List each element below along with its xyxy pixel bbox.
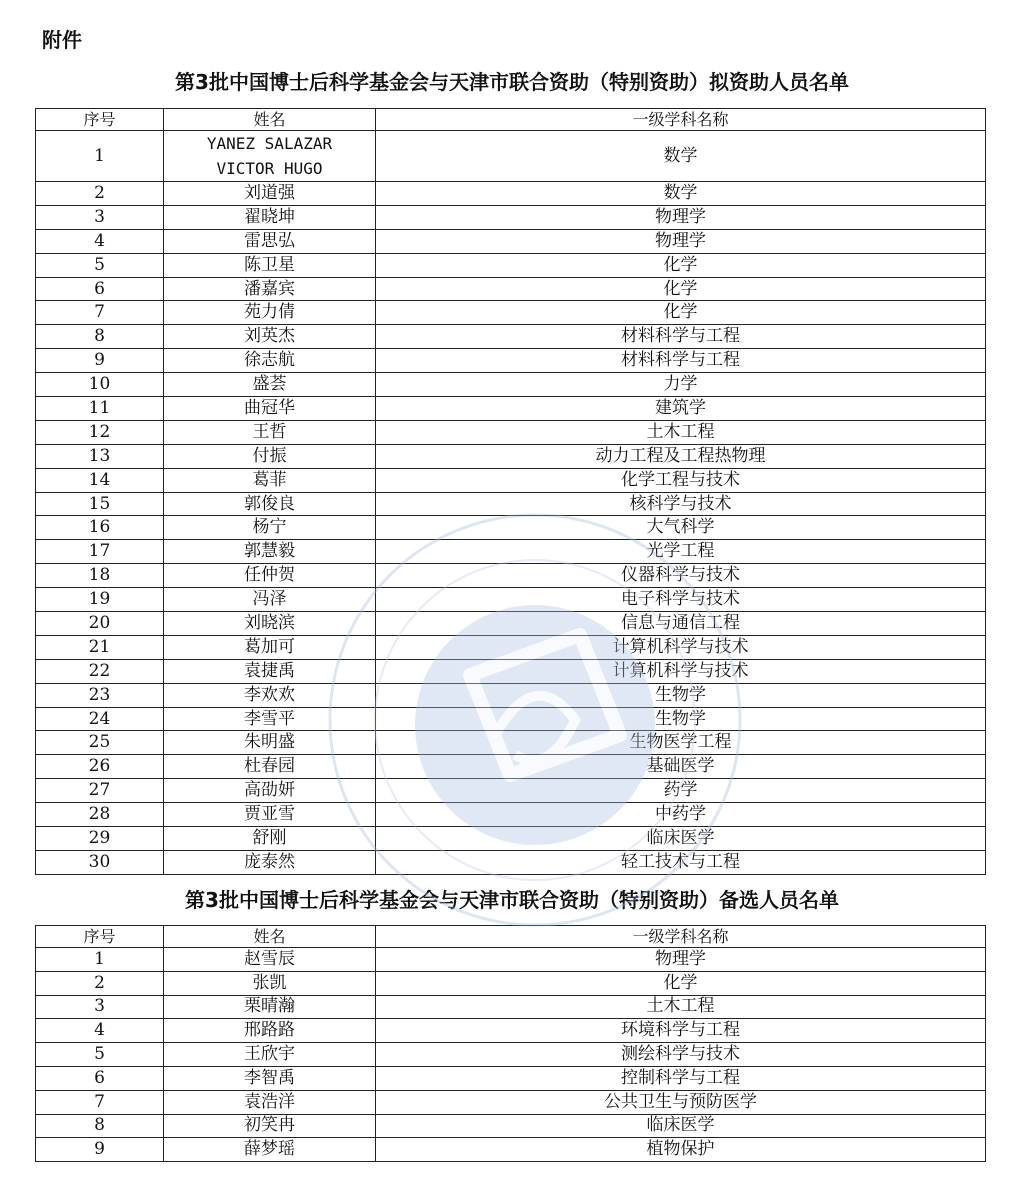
- cell-discipline: 光学工程: [376, 540, 986, 564]
- cell-num: 4: [36, 229, 164, 253]
- cell-num: 12: [36, 420, 164, 444]
- cell-num: 14: [36, 468, 164, 492]
- cell-discipline: 环境科学与工程: [376, 1019, 986, 1043]
- cell-num: 19: [36, 588, 164, 612]
- cell-num: 3: [36, 995, 164, 1019]
- header-name: 姓名: [164, 109, 376, 131]
- cell-num: 6: [36, 277, 164, 301]
- table-row: [36, 1114, 986, 1138]
- table-row: [36, 182, 986, 206]
- cell-discipline: 土木工程: [376, 420, 986, 444]
- header-discipline: 一级学科名称: [376, 109, 986, 131]
- cell-discipline: 动力工程及工程热物理: [376, 444, 986, 468]
- table-row: [36, 971, 986, 995]
- cell-num: 6: [36, 1066, 164, 1090]
- cell-num: 25: [36, 731, 164, 755]
- table-row: [36, 1043, 986, 1067]
- main-list-title: 第3批中国博士后科学基金会与天津市联合资助（特别资助）拟资助人员名单: [175, 70, 849, 94]
- name-line-1: YANEZ SALAZAR: [206, 134, 333, 153]
- cell-num: 26: [36, 755, 164, 779]
- table-row: [36, 612, 986, 636]
- table-row: [36, 205, 986, 229]
- backup-list-table: [35, 925, 986, 1162]
- cell-discipline: 物理学: [376, 948, 986, 972]
- table-row: [36, 1019, 986, 1043]
- table-row: [36, 540, 986, 564]
- table-row: [36, 827, 986, 851]
- cell-discipline: 药学: [376, 779, 986, 803]
- cell-name: 贾亚雪: [164, 803, 376, 827]
- cell-discipline: 信息与通信工程: [376, 612, 986, 636]
- cell-name: [164, 131, 376, 182]
- cell-num: 10: [36, 373, 164, 397]
- cell-name: 袁捷禹: [164, 659, 376, 683]
- cell-name: 初笑冉: [164, 1114, 376, 1138]
- cell-discipline: 中药学: [376, 803, 986, 827]
- cell-num: 3: [36, 205, 164, 229]
- name-line-2: VICTOR HUGO: [216, 159, 323, 178]
- table-row: [36, 564, 986, 588]
- table-row: [36, 349, 986, 373]
- cell-num: 11: [36, 397, 164, 421]
- cell-discipline: 植物保护: [376, 1138, 986, 1162]
- cell-discipline: 生物医学工程: [376, 731, 986, 755]
- cell-discipline: 轻工技术与工程: [376, 850, 986, 874]
- table-row: [36, 131, 986, 182]
- header-num: 序号: [36, 109, 164, 131]
- cell-name: 徐志航: [164, 349, 376, 373]
- cell-discipline: 数学: [376, 182, 986, 206]
- table-row: [36, 948, 986, 972]
- header-discipline: 一级学科名称: [376, 926, 986, 948]
- cell-num: 1: [36, 131, 164, 182]
- table-row: [36, 683, 986, 707]
- cell-num: 21: [36, 635, 164, 659]
- cell-num: 24: [36, 707, 164, 731]
- cell-name: 刘英杰: [164, 325, 376, 349]
- table-row: [36, 229, 986, 253]
- cell-name: 张凯: [164, 971, 376, 995]
- table-row: [36, 850, 986, 874]
- cell-name: 王哲: [164, 420, 376, 444]
- cell-name: 李智禹: [164, 1066, 376, 1090]
- cell-num: 17: [36, 540, 164, 564]
- cell-num: 23: [36, 683, 164, 707]
- cell-discipline: 仪器科学与技术: [376, 564, 986, 588]
- cell-num: 8: [36, 325, 164, 349]
- cell-discipline: 数学: [376, 131, 986, 182]
- cell-name: 冯泽: [164, 588, 376, 612]
- cell-name: 李欢欢: [164, 683, 376, 707]
- cell-name: 潘嘉宾: [164, 277, 376, 301]
- table-row: [36, 803, 986, 827]
- cell-num: 27: [36, 779, 164, 803]
- cell-name: 王欣宇: [164, 1043, 376, 1067]
- cell-discipline: 计算机科学与技术: [376, 659, 986, 683]
- cell-discipline: 电子科学与技术: [376, 588, 986, 612]
- cell-num: 5: [36, 253, 164, 277]
- cell-name: 葛菲: [164, 468, 376, 492]
- cell-discipline: 化学: [376, 301, 986, 325]
- cell-discipline: 控制科学与工程: [376, 1066, 986, 1090]
- cell-name: 刘道强: [164, 182, 376, 206]
- table-row: [36, 420, 986, 444]
- cell-num: 5: [36, 1043, 164, 1067]
- cell-name: 薛梦瑶: [164, 1138, 376, 1162]
- cell-num: 16: [36, 516, 164, 540]
- table-row: [36, 325, 986, 349]
- cell-num: 30: [36, 850, 164, 874]
- cell-discipline: 核科学与技术: [376, 492, 986, 516]
- cell-discipline: 临床医学: [376, 827, 986, 851]
- cell-name: 袁浩洋: [164, 1090, 376, 1114]
- cell-name: 任仲贺: [164, 564, 376, 588]
- table-row: [36, 397, 986, 421]
- cell-num: 28: [36, 803, 164, 827]
- cell-discipline: 建筑学: [376, 397, 986, 421]
- cell-discipline: 临床医学: [376, 1114, 986, 1138]
- cell-discipline: 基础医学: [376, 755, 986, 779]
- cell-name: 舒刚: [164, 827, 376, 851]
- cell-discipline: 土木工程: [376, 995, 986, 1019]
- cell-num: 9: [36, 1138, 164, 1162]
- table-row: [36, 755, 986, 779]
- cell-name: 陈卫星: [164, 253, 376, 277]
- header-num: 序号: [36, 926, 164, 948]
- table-row: [36, 1138, 986, 1162]
- cell-num: 9: [36, 349, 164, 373]
- cell-name: 曲冠华: [164, 397, 376, 421]
- cell-discipline: 力学: [376, 373, 986, 397]
- table-row: [36, 253, 986, 277]
- cell-name: 李雪平: [164, 707, 376, 731]
- cell-discipline: 材料科学与工程: [376, 325, 986, 349]
- cell-name: 杜春园: [164, 755, 376, 779]
- cell-num: 1: [36, 948, 164, 972]
- cell-name: 朱明盛: [164, 731, 376, 755]
- cell-discipline: 公共卫生与预防医学: [376, 1090, 986, 1114]
- cell-discipline: 物理学: [376, 229, 986, 253]
- cell-name: 盛荟: [164, 373, 376, 397]
- cell-name: 庞泰然: [164, 850, 376, 874]
- table-row: [36, 301, 986, 325]
- backup-list-title: 第3批中国博士后科学基金会与天津市联合资助（特别资助）备选人员名单: [185, 888, 839, 912]
- cell-discipline: 化学: [376, 971, 986, 995]
- cell-discipline: 物理学: [376, 205, 986, 229]
- cell-num: 15: [36, 492, 164, 516]
- cell-discipline: 计算机科学与技术: [376, 635, 986, 659]
- cell-name: 邢路路: [164, 1019, 376, 1043]
- cell-num: 2: [36, 182, 164, 206]
- table-header-row: [36, 926, 986, 948]
- table-row: [36, 373, 986, 397]
- table-row: [36, 516, 986, 540]
- cell-discipline: 生物学: [376, 707, 986, 731]
- cell-discipline: 材料科学与工程: [376, 349, 986, 373]
- cell-discipline: 化学工程与技术: [376, 468, 986, 492]
- cell-num: 22: [36, 659, 164, 683]
- cell-num: 8: [36, 1114, 164, 1138]
- cell-name: 翟晓坤: [164, 205, 376, 229]
- table-row: [36, 731, 986, 755]
- cell-discipline: 大气科学: [376, 516, 986, 540]
- table-row: [36, 1066, 986, 1090]
- table-row: [36, 444, 986, 468]
- cell-name: 刘晓滨: [164, 612, 376, 636]
- cell-name: 杨宁: [164, 516, 376, 540]
- table-row: [36, 995, 986, 1019]
- cell-name: 苑力倩: [164, 301, 376, 325]
- main-list-table: [35, 108, 986, 875]
- cell-num: 13: [36, 444, 164, 468]
- attachment-label: 附件: [42, 28, 82, 52]
- cell-discipline: 生物学: [376, 683, 986, 707]
- cell-num: 18: [36, 564, 164, 588]
- table-row: [36, 468, 986, 492]
- table-row: [36, 1090, 986, 1114]
- table-row: [36, 277, 986, 301]
- cell-name: 付振: [164, 444, 376, 468]
- cell-name: 赵雪辰: [164, 948, 376, 972]
- cell-num: 2: [36, 971, 164, 995]
- cell-num: 7: [36, 1090, 164, 1114]
- table-row: [36, 492, 986, 516]
- cell-name: 雷思弘: [164, 229, 376, 253]
- cell-name: 高劭妍: [164, 779, 376, 803]
- cell-num: 4: [36, 1019, 164, 1043]
- table-row: [36, 707, 986, 731]
- table-row: [36, 635, 986, 659]
- cell-name: 栗晴瀚: [164, 995, 376, 1019]
- cell-discipline: 测绘科学与技术: [376, 1043, 986, 1067]
- table-header-row: [36, 109, 986, 131]
- cell-discipline: 化学: [376, 277, 986, 301]
- cell-num: 20: [36, 612, 164, 636]
- table-row: [36, 659, 986, 683]
- cell-name: 郭俊良: [164, 492, 376, 516]
- table-row: [36, 779, 986, 803]
- cell-name: 郭慧毅: [164, 540, 376, 564]
- cell-num: 7: [36, 301, 164, 325]
- cell-discipline: 化学: [376, 253, 986, 277]
- cell-num: 29: [36, 827, 164, 851]
- cell-name: 葛加可: [164, 635, 376, 659]
- header-name: 姓名: [164, 926, 376, 948]
- table-row: [36, 588, 986, 612]
